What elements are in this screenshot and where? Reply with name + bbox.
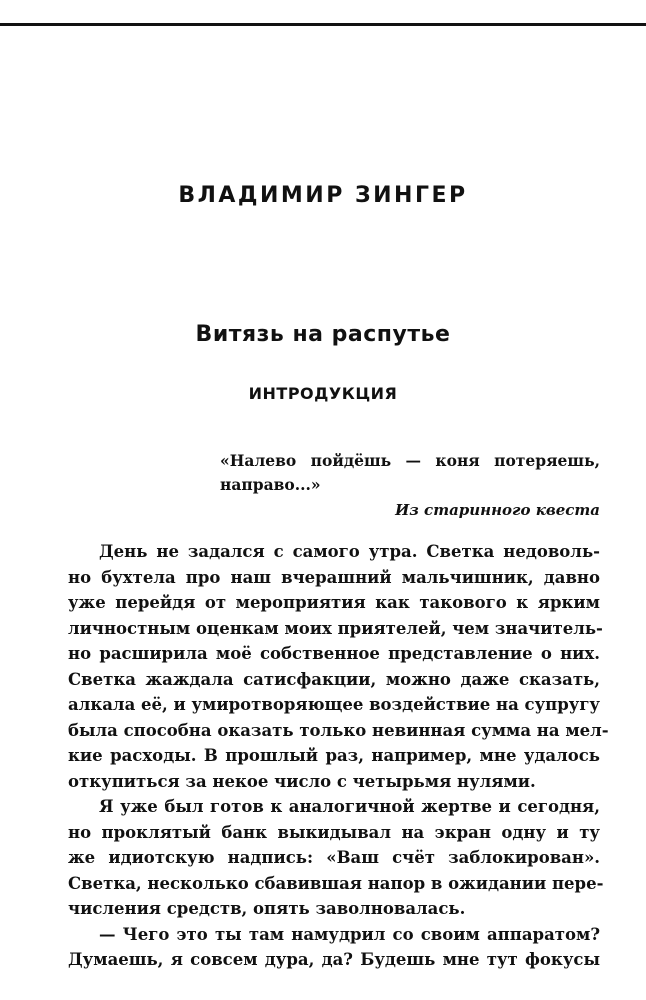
text-line: откупиться за некое число с четырьмя нулями.	[68, 771, 536, 791]
text-line: алкала её, и умиротворяющее воздействие на супругу	[68, 695, 600, 714]
story-title: Витязь на распутье	[195, 322, 451, 347]
text-line: была способна оказать только невинная сумма на мел-	[68, 720, 609, 740]
text-line: Светка, несколько сбавившая напор в ожидании пере-	[68, 873, 604, 893]
epigraph-quote	[220, 449, 600, 497]
text-line: числения средств, опять заволновалась.	[68, 899, 466, 918]
text-line: День не задался с самого утра. Светка недоволь-	[99, 542, 600, 561]
epigraph-source: Из старинного квеста	[395, 501, 600, 519]
epigraph	[220, 449, 600, 522]
text-line: уже перейдя от мероприятия как такового к ярким	[68, 593, 600, 612]
epigraph-line: «Налево пойдёшь — коня потеряешь,	[220, 451, 600, 470]
text-line: но бухтела про наш вчерашний мальчишник, давно	[68, 567, 600, 587]
author-name: ВЛАДИМИР ЗИНГЕР	[178, 183, 468, 208]
text-line: Я уже был готов к аналогичной жертве и сегодня,	[99, 797, 600, 816]
epigraph-line: направо...»	[220, 475, 321, 494]
text-line: личностным оценкам моих приятелей, чем значитель-	[68, 618, 603, 638]
text-line: же идиотскую надпись: «Ваш счёт заблокирован».	[68, 848, 600, 867]
text-line: Думаешь, я совсем дура, да? Будешь мне тут фокусы	[68, 950, 600, 969]
body-text	[68, 539, 609, 973]
text-line: но проклятый банк выкидывал на экран одну и ту	[68, 822, 600, 842]
text-line: но расширила моё собственное представление о них.	[68, 644, 600, 663]
text-line: Светка жаждала сатисфакции, можно даже сказать,	[68, 669, 600, 689]
text-line: — Чего это ты там намудрил со своим аппаратом?	[99, 924, 600, 944]
top-rule	[0, 23, 646, 26]
chapter-heading: ИНТРОДУКЦИЯ	[248, 384, 398, 403]
text-line: кие расходы. В прошлый раз, например, мне удалось	[68, 746, 600, 765]
